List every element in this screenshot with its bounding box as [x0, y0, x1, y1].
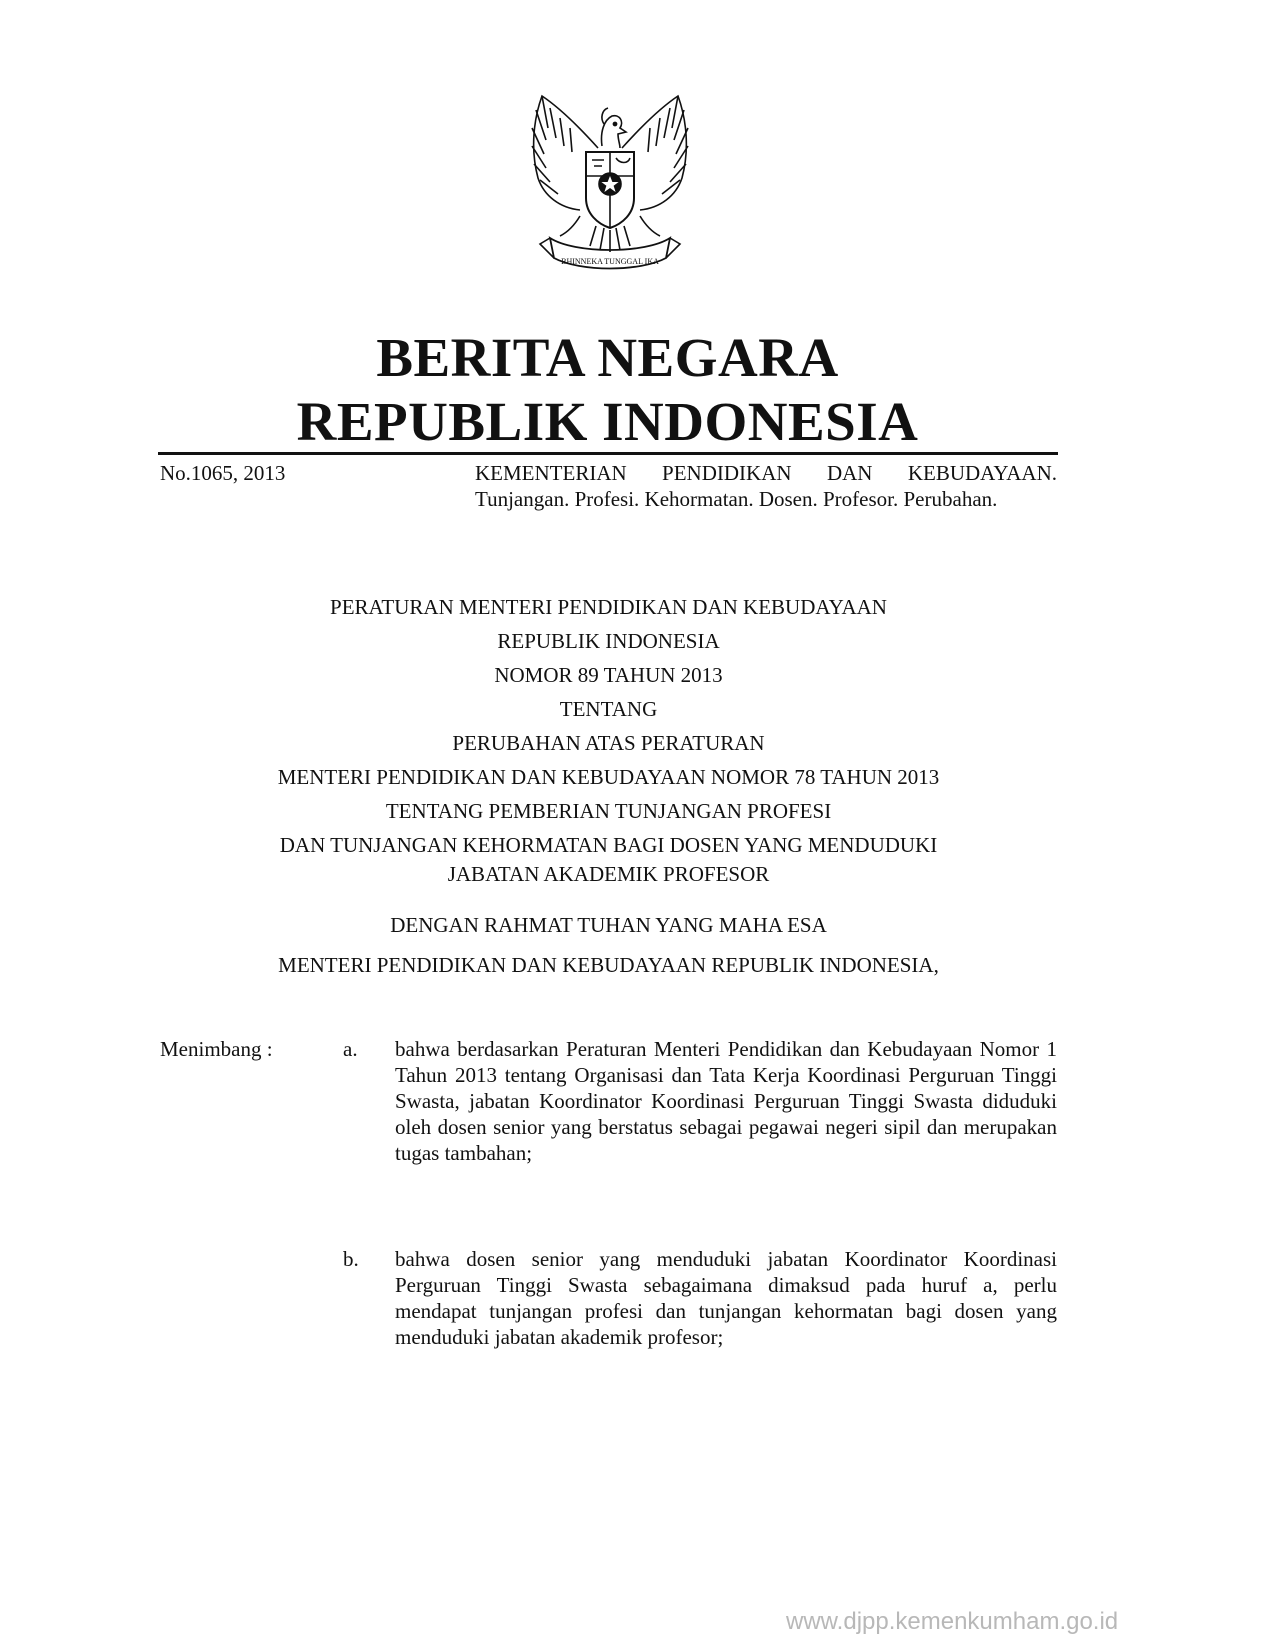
- considering-item-letter: a.: [343, 1037, 358, 1061]
- regulation-line: PERUBAHAN ATAS PERATURAN: [452, 731, 765, 755]
- issue-number: No.1065, 2013: [160, 461, 286, 485]
- preamble-line: DENGAN RAHMAT TUHAN YANG MAHA ESA: [390, 913, 827, 937]
- garuda-emblem-icon: [520, 88, 700, 280]
- considering-item-letter: b.: [343, 1247, 359, 1271]
- regulation-line: TENTANG: [559, 697, 658, 721]
- masthead-title: BERITA NEGARA: [376, 327, 839, 388]
- regulation-line: DAN TUNJANGAN KEHORMATAN BAGI DOSEN YANG MENDUDUKI: [279, 833, 938, 857]
- considering-item-text: bahwa dosen senior yang menduduki jabatan Koordinator Koordinasi Perguruan Tinggi Swasta sebagaimana dimaksud pada huruf a, perlu mendapat tunjangan profesi dan tunjangan kehormatan bagi dosen yang menduduki jabatan akademik profesor;: [395, 1247, 1057, 1349]
- considering-label: Menimbang :: [160, 1037, 273, 1061]
- considering-item-text: bahwa berdasarkan Peraturan Menteri Pendidikan dan Kebudayaan Nomor 1 Tahun 2013 tentang Organisasi dan Tata Kerja Koordinasi Perguruan Tinggi Swasta, jabatan Koordinator Koordinasi Perguruan Tinggi Swasta diduduki oleh dosen senior yang berstatus sebagai pegawai negeri sipil dan merupakan tugas tambahan;: [395, 1037, 1057, 1165]
- emblem-motto: BHINNEKA TUNGGAL IKA: [561, 257, 659, 266]
- source-watermark: www.djpp.kemenkumham.go.id: [786, 1608, 1119, 1635]
- masthead-subtitle: REPUBLIK INDONESIA: [296, 391, 919, 452]
- regulation-line: JABATAN AKADEMIK PROFESOR: [447, 862, 770, 886]
- issue-description: KEMENTERIAN PENDIDIKAN DAN KEBUDAYAAN. Tunjangan. Profesi. Kehormatan. Dosen. Profesor. Perubahan.: [475, 461, 1057, 511]
- regulation-line: TENTANG PEMBERIAN TUNJANGAN PROFESI: [385, 799, 832, 823]
- regulation-line: MENTERI PENDIDIKAN DAN KEBUDAYAAN NOMOR 78 TAHUN 2013: [277, 765, 940, 789]
- regulation-line: REPUBLIK INDONESIA: [497, 629, 720, 653]
- regulation-line: NOMOR 89 TAHUN 2013: [494, 663, 723, 687]
- masthead-divider: [158, 452, 1058, 455]
- regulation-line: PERATURAN MENTERI PENDIDIKAN DAN KEBUDAYAAN: [330, 595, 887, 619]
- preamble-line: MENTERI PENDIDIKAN DAN KEBUDAYAAN REPUBLIK INDONESIA,: [278, 953, 939, 977]
